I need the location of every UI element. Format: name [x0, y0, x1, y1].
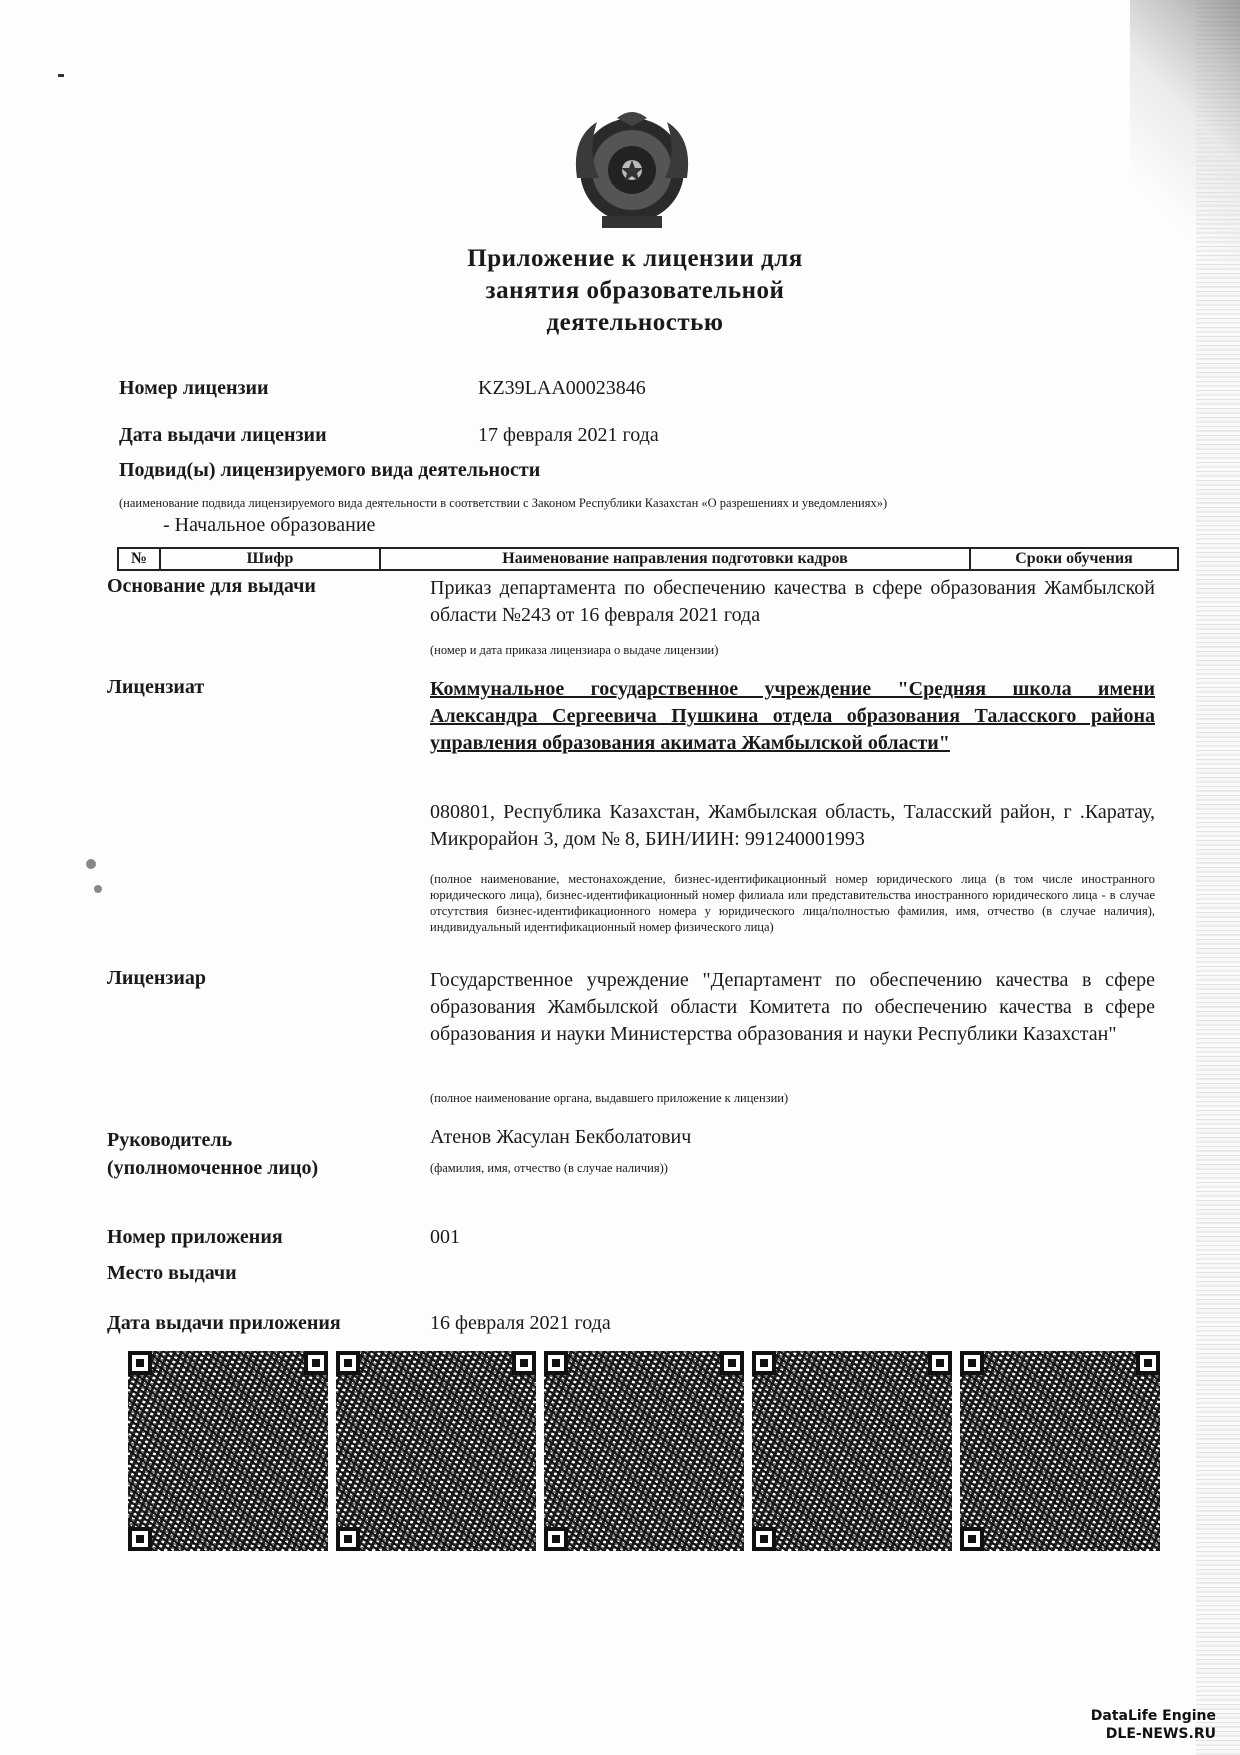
document-title [420, 243, 850, 339]
appendix-date-value: 16 февраля 2021 года [430, 1312, 611, 1334]
qr-code-5 [960, 1351, 1160, 1551]
subtype-item: - Начальное образование [163, 514, 376, 536]
state-emblem-icon [567, 108, 697, 236]
licensee-note: (полное наименование, местонахождение, бизнес-идентификационный номер юридического лица (в том числе иностранного юридического лица), бизнес-идентификационный номер филиала или представительства иностранного юридического лица - в случае отсутствия бизнес-идентификационного номера у юридического лица/полностью фамилия, имя, отчество (в случае наличия), индивидуальный идентификационный номер физического лица) [430, 872, 1155, 934]
basis-note: (номер и дата приказа лицензиара о выдаче лицензии) [430, 643, 719, 657]
scan-corner-shadow [1130, 0, 1240, 300]
title-line-3: деятельностью [546, 309, 724, 336]
head-value: Атенов Жасулан Бекболатович [430, 1126, 692, 1148]
scan-speck [86, 859, 96, 869]
qr-code-3 [544, 1351, 744, 1551]
licensee-address: 080801, Республика Казахстан, Жамбылская область, Таласский район, г .Каратау, Микрорайон 3, дом № 8, БИН/ИИН: 991240001993 [430, 801, 1155, 850]
basis-label: Основание для выдачи [107, 575, 316, 597]
training-directions-table [117, 547, 1179, 571]
subtypes-label: Подвид(ы) лицензируемого вида деятельности [119, 459, 541, 481]
qr-code-row [128, 1351, 1160, 1553]
table-header-code: Шифр [160, 548, 380, 570]
table-header-row [118, 548, 1178, 570]
license-number-label: Номер лицензии [119, 377, 269, 399]
scan-speck [94, 885, 102, 893]
licensee-name: Коммунальное государственное учреждение "Средняя школа имени Александра Сергеевича Пушкина отдела образования Таласского района управления образования акимата Жамбылской области" [430, 678, 1155, 754]
scan-speck [58, 74, 64, 77]
license-date-value: 17 февраля 2021 года [478, 424, 659, 446]
table-header-number: № [118, 548, 160, 570]
qr-code-2 [336, 1351, 536, 1551]
site-watermark [1091, 1707, 1216, 1743]
appendix-place-label: Место выдачи [107, 1262, 237, 1284]
licensor-note: (полное наименование органа, выдавшего приложение к лицензии) [430, 1091, 789, 1105]
table-header-direction: Наименование направления подготовки кадров [380, 548, 970, 570]
table-header-duration: Сроки обучения [970, 548, 1178, 570]
title-line-2: занятия образовательной [485, 277, 785, 304]
licensee-label: Лицензиат [107, 676, 205, 698]
licensor-label: Лицензиар [107, 967, 207, 989]
watermark-line-2: DLE-NEWS.RU [1105, 1726, 1216, 1742]
head-label-line-2: (уполномоченное лицо) [107, 1157, 319, 1179]
appendix-number-value: 001 [430, 1226, 460, 1248]
head-label [107, 1126, 318, 1182]
head-label-line-1: Руководитель [107, 1129, 233, 1151]
subtypes-note: (наименование подвида лицензируемого вида деятельности в соответствии с Законом Республики Казахстан «О разрешениях и уведомлениях») [119, 496, 888, 510]
qr-code-4 [752, 1351, 952, 1551]
license-number-value: KZ39LAA00023846 [478, 377, 646, 399]
appendix-date-label: Дата выдачи приложения [107, 1312, 341, 1334]
basis-value: Приказ департамента по обеспечению качества в сфере образования Жамбылской области №243 от 16 февраля 2021 года [430, 577, 1155, 626]
license-date-label: Дата выдачи лицензии [119, 424, 327, 446]
head-note: (фамилия, имя, отчество (в случае наличия)) [430, 1161, 668, 1175]
appendix-number-label: Номер приложения [107, 1226, 283, 1248]
qr-code-1 [128, 1351, 328, 1551]
title-line-1: Приложение к лицензии для [467, 245, 803, 272]
watermark-line-1: DataLife Engine [1090, 1708, 1216, 1724]
licensor-value: Государственное учреждение "Департамент по обеспечению качества в сфере образования Жамбылской области Комитета по обеспечению качества в сфере образования и науки Министерства образования и науки Республики Казахстан" [430, 969, 1155, 1045]
